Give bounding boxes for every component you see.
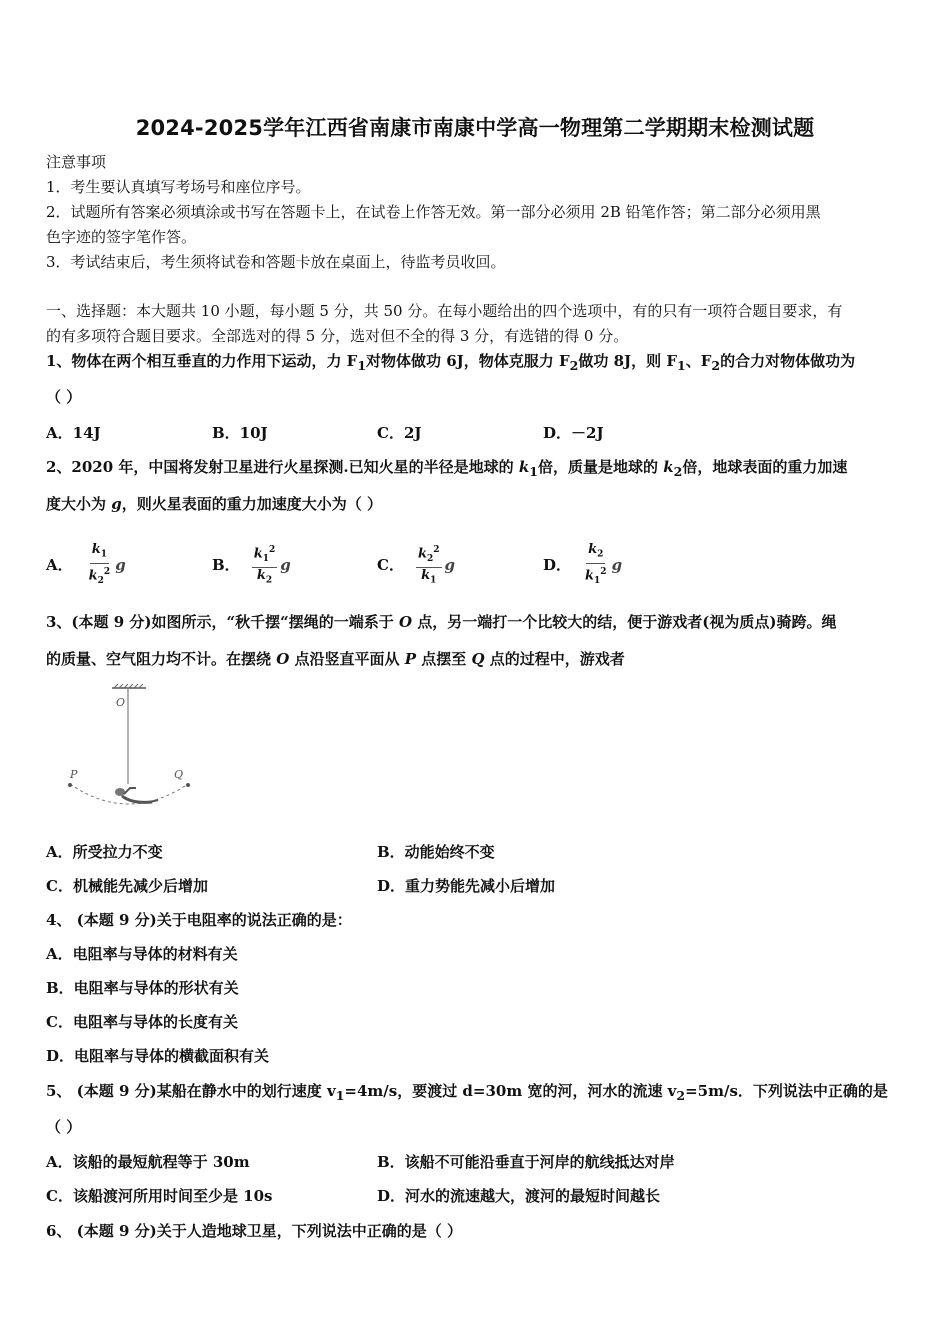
question-5-option-a[interactable]: A．该船的最短航程等于 30m: [46, 1153, 250, 1171]
question-3-option-d[interactable]: D．重力势能先减小后增加: [377, 877, 556, 895]
swing-pendulum-figure: [62, 684, 202, 820]
question-1-option-a[interactable]: A．14J: [46, 424, 101, 442]
question-4-option-a[interactable]: A．电阻率与导体的材料有关: [46, 945, 238, 963]
question-5-blank: （ ）: [46, 1118, 82, 1136]
question-5-option-c[interactable]: C．该船渡河所用时间至少是 10s: [46, 1187, 273, 1205]
question-1-option-c[interactable]: C．2J: [377, 424, 422, 442]
question-4-option-d[interactable]: D．电阻率与导体的横截面积有关: [46, 1047, 270, 1065]
question-3-option-c[interactable]: C．机械能先减少后增加: [46, 877, 208, 895]
notice-item-2-cont: 色字迹的签字笔作答。: [46, 228, 197, 246]
question-1-blank: （ ）: [46, 388, 82, 406]
question-5-stem: 5、 (本题 9 分)某船在静水中的划行速度 $v_1=4m/s$，要渡过 d=30m 宽的河，河水的流速 $v_2=5m/s$．下列说法中正确的是: [46, 1082, 888, 1103]
question-2-option-c[interactable]: C． $\frac{k_2^2}{k_1}$ g: [377, 545, 455, 586]
point-p-dot: [68, 783, 72, 787]
notice-item-1: 1．考生要认真填写考场号和座位序号。: [46, 178, 311, 196]
question-3-option-b[interactable]: B．动能始终不变: [377, 843, 495, 861]
question-3-option-a[interactable]: A．所受拉力不变: [46, 843, 163, 861]
notice-heading: 注意事项: [46, 153, 107, 171]
question-4-option-b[interactable]: B．电阻率与导体的形状有关: [46, 979, 239, 997]
question-1-stem: 1、物体在两个相互垂直的力作用下运动，力 $F_1$对物体做功 6J，物体克服力 $F_2$做功 8J，则 $F_1$、$F_2$的合力对物体做功为: [46, 352, 856, 373]
question-4-option-c[interactable]: C．电阻率与导体的长度有关: [46, 1013, 238, 1031]
question-6-stem: 6、 (本题 9 分)关于人造地球卫星，下列说法中正确的是（ ）: [46, 1222, 462, 1240]
fraction: $\frac{k_2^2}{k_1}$: [417, 545, 440, 586]
question-1-option-d[interactable]: D．－2J: [543, 424, 604, 442]
question-2-option-a[interactable]: A． $\frac{k_1}{k_2^2}$ g: [46, 542, 126, 586]
section-instructions-line1: 一、选择题：本大题共 10 小题，每小题 5 分，共 50 分。在每小题给出的四个选项中，有的只有一项符合题目要求，有: [46, 302, 843, 320]
point-p-label: P: [70, 768, 78, 781]
question-3-stem-cont: 的质量、空气阻力均不计。在摆绕 O 点沿竖直平面从 P 点摆至 Q 点的过程中，游戏者: [46, 650, 625, 668]
notice-item-2: 2．试题所有答案必须填涂或书写在答题卡上，在试卷上作答无效。第一部分必须用 2B 铅笔作答；第二部分必须用黑: [46, 203, 821, 221]
fraction: $\frac{k_2}{k_1^2}$: [585, 542, 607, 586]
question-3-stem: 3、(本题 9 分)如图所示，“秋千摆“摆绳的一端系于 O 点，另一端打一个比较大的结，便于游戏者(视为质点)骑跨。绳: [46, 613, 837, 631]
section-instructions-line2: 的有多项符合题目要求。全部选对的得 5 分，选对但不全的得 3 分，有选错的得 0 分。: [46, 327, 629, 345]
notice-item-3: 3．考试结束后，考生须将试卷和答题卡放在桌面上，待监考员收回。: [46, 253, 506, 271]
swinging-person: [115, 788, 158, 802]
question-2-option-d[interactable]: D． $\frac{k_2}{k_1^2}$ g: [543, 542, 623, 586]
exam-title: 2024-2025学年江西省南康市南康中学高一物理第二学期期末检测试题: [135, 116, 815, 140]
point-q-dot: [186, 783, 190, 787]
question-4-stem: 4、 (本题 9 分)关于电阻率的说法正确的是：: [46, 911, 352, 929]
question-2-option-b[interactable]: B． $\frac{k_1^2}{k_2}$ g: [212, 545, 291, 586]
question-1-option-b[interactable]: B．10J: [212, 424, 268, 442]
question-5-option-b[interactable]: B．该船不可能沿垂直于河岸的航线抵达对岸: [377, 1153, 675, 1171]
fraction: $\frac{k_1}{k_2^2}$: [88, 542, 111, 586]
point-q-label: Q: [174, 768, 184, 781]
question-5-option-d[interactable]: D．河水的流速越大，渡河的最短时间越长: [377, 1187, 661, 1205]
question-2-stem-cont: 度大小为 g，则火星表面的重力加速度大小为（ ）: [46, 495, 382, 513]
fraction: $\frac{k_1^2}{k_2}$: [253, 545, 276, 586]
point-o-label: O: [116, 696, 126, 709]
question-2-stem: 2、2020 年，中国将发射卫星进行火星探测.已知火星的半径是地球的 $k_1$倍，质量是地球的 $k_2$倍，地球表面的重力加速: [46, 458, 848, 479]
